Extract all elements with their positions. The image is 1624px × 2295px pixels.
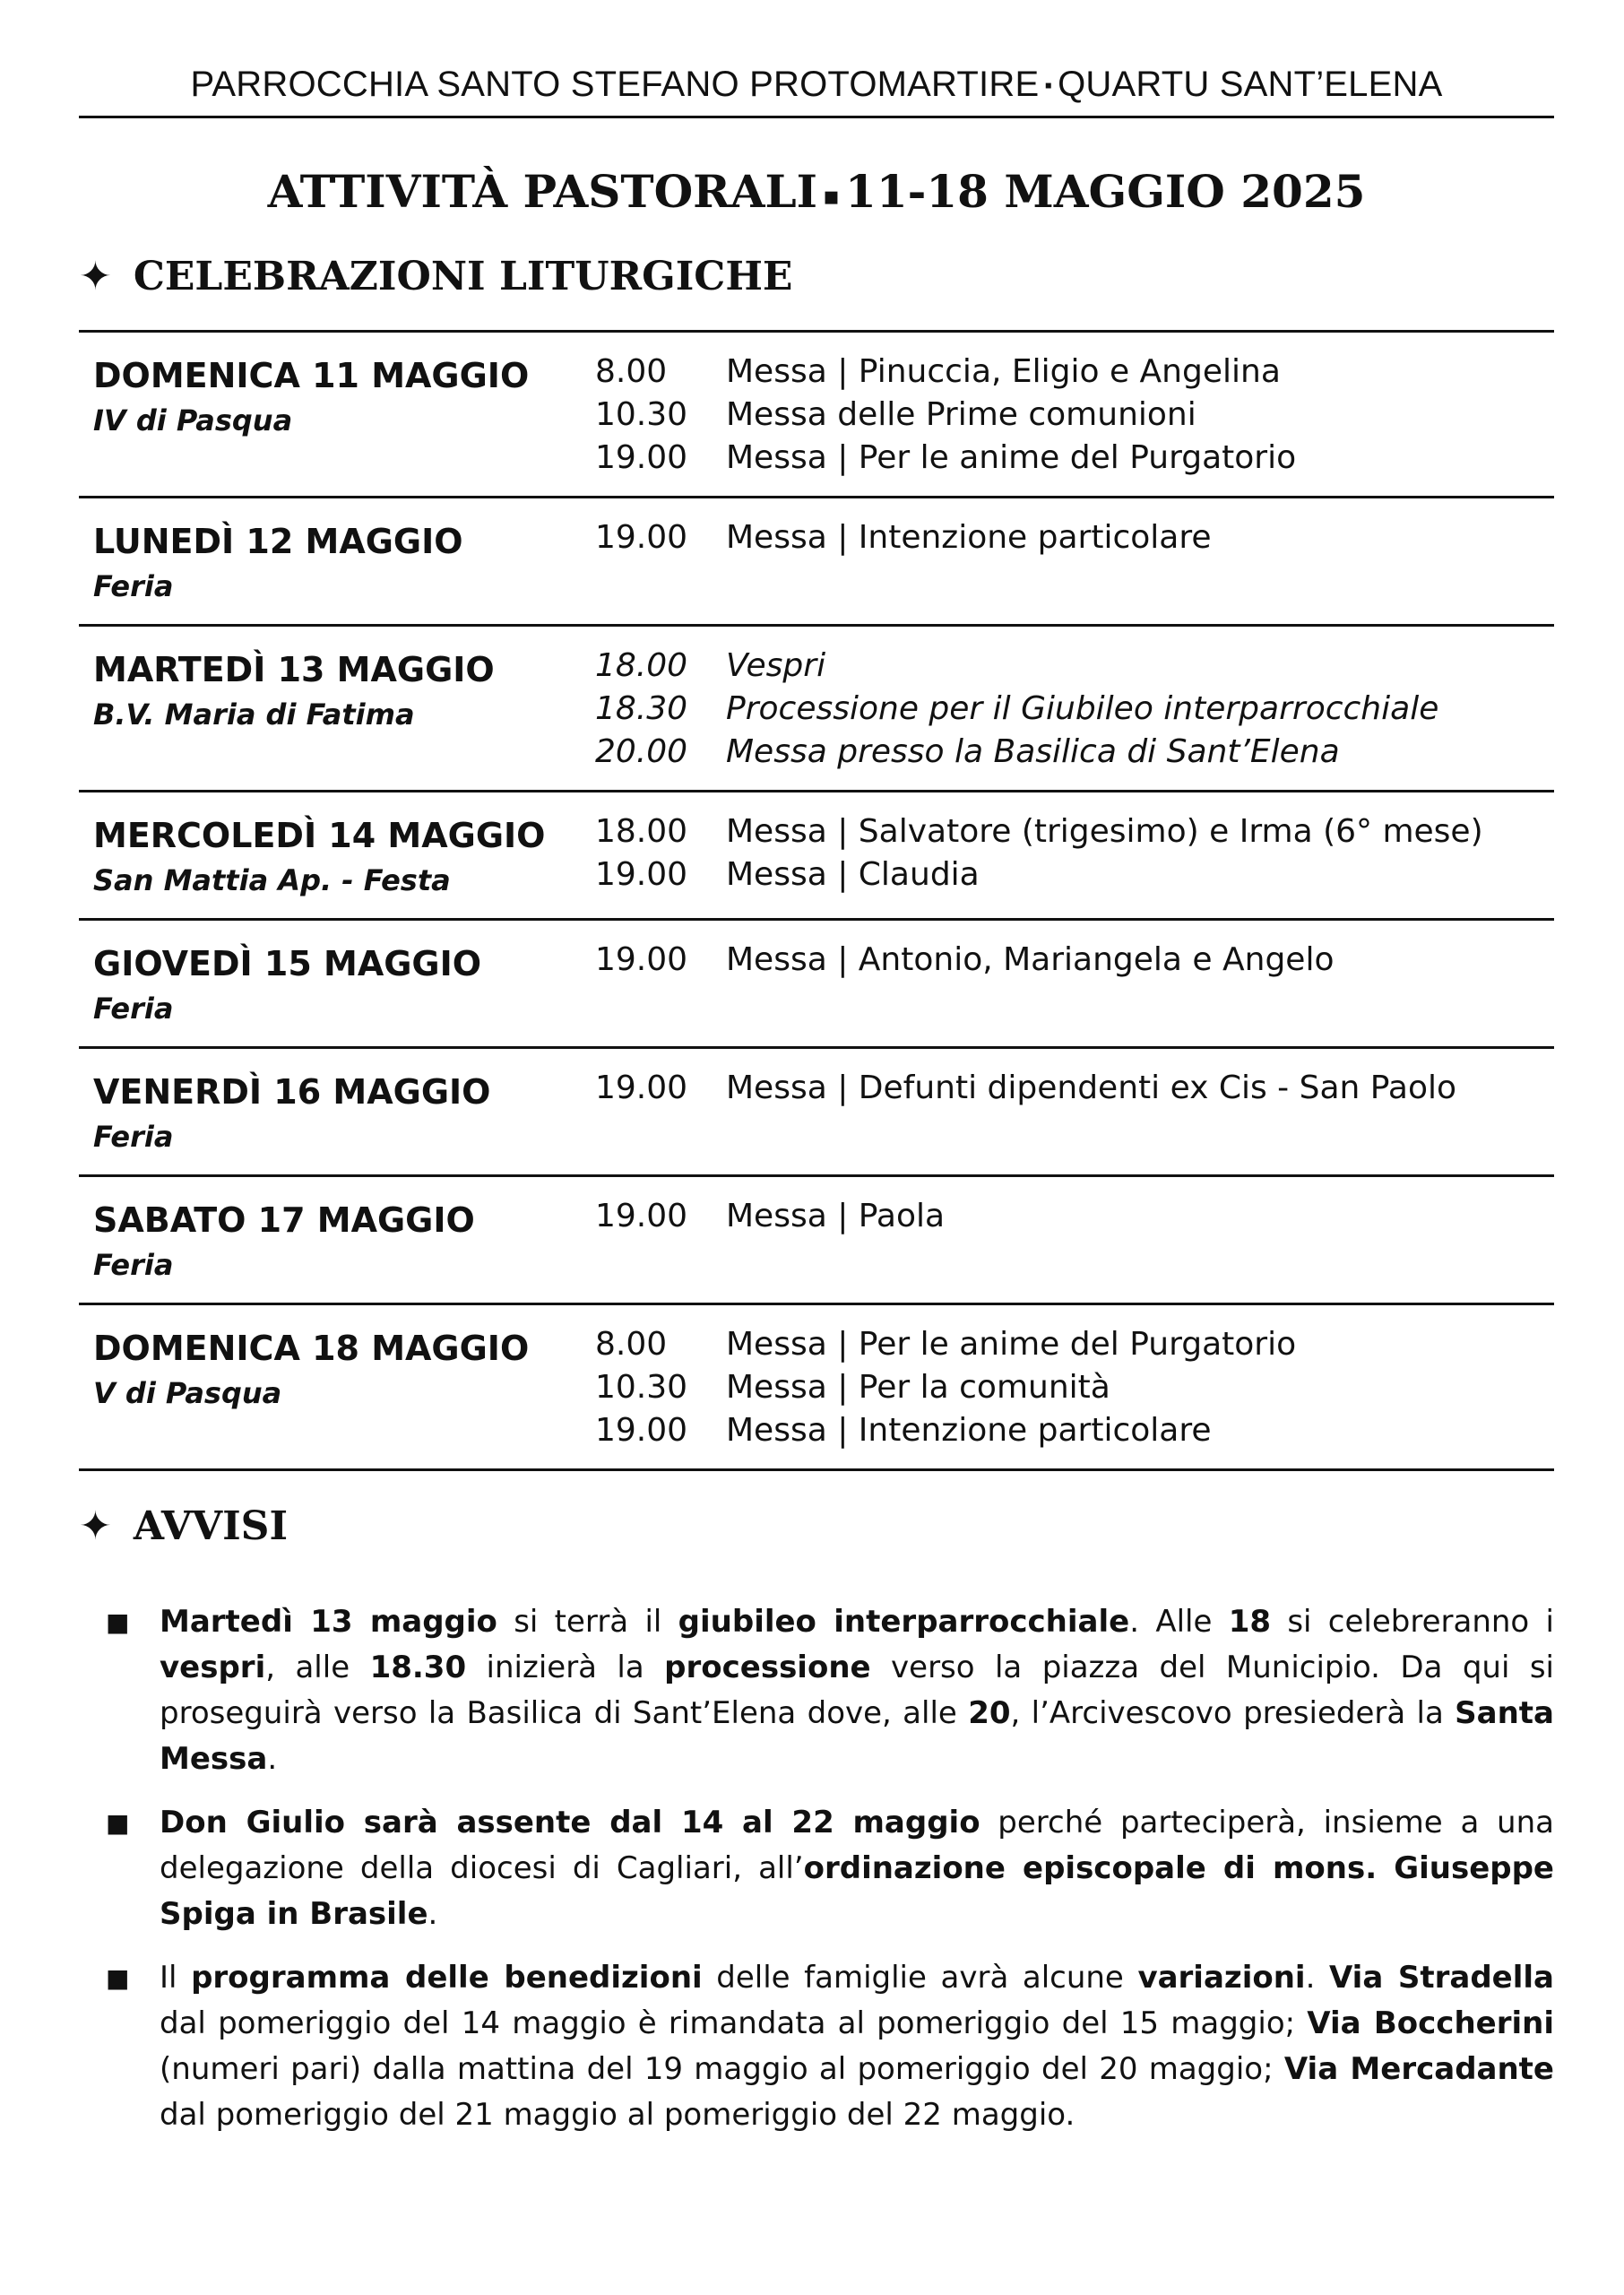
- schedule-row: [79, 332, 1554, 498]
- notice-bold-text: vespri: [160, 1650, 266, 1685]
- event-row: [595, 351, 1554, 394]
- event-time: 19.00: [595, 856, 688, 893]
- event-text: Messa | Intenzione particolare: [726, 519, 1212, 556]
- section-notices-title: AVVISI: [133, 1503, 289, 1549]
- event-row: [595, 939, 1554, 982]
- notice-text-run: .: [428, 1896, 438, 1932]
- notice-text-run: inizierà la: [466, 1650, 665, 1685]
- notice-text-run: delle famiglie avrà alcune: [702, 1960, 1138, 1996]
- notice-bold-text: Via Mercadante: [1283, 2051, 1554, 2087]
- notice-bold-text: 18: [1228, 1604, 1272, 1640]
- day-feast: IV di Pasqua: [93, 403, 293, 437]
- day-cell: [79, 498, 595, 626]
- event-time: 18.00: [595, 813, 688, 850]
- notice-text: [160, 1955, 1554, 2138]
- star-icon: ✦: [79, 254, 112, 299]
- events-cell: [595, 1176, 1554, 1304]
- event-text: Messa | Per le anime del Purgatorio: [726, 1326, 1297, 1363]
- event-row: [595, 437, 1554, 480]
- events-cell: [595, 1048, 1554, 1176]
- notice-text-run: si celebreranno i: [1271, 1604, 1554, 1640]
- event-text: Messa presso la Basilica di Sant’Elena: [726, 733, 1340, 770]
- notice-bold-text: giubileo interparrocchiale: [678, 1604, 1130, 1640]
- bullet-icon: ■: [106, 1963, 130, 1993]
- day-feast: Feria: [93, 1120, 174, 1154]
- notice-item: [106, 1955, 1554, 2138]
- notice-bold-text: variazioni: [1137, 1960, 1306, 1996]
- event-row: [595, 688, 1554, 731]
- header-separator: ▪: [1044, 74, 1053, 99]
- event-row: [595, 516, 1554, 559]
- schedule-table: [79, 330, 1554, 1471]
- event-text: Messa | Pinuccia, Eligio e Angelina: [726, 353, 1281, 390]
- notice-bold-text: programma delle benedizioni: [191, 1960, 703, 1996]
- event-time: 19.00: [595, 1070, 688, 1106]
- day-name: SABATO 17 MAGGIO: [93, 1200, 475, 1240]
- event-text: Messa | Defunti dipendenti ex Cis - San Paolo: [726, 1070, 1456, 1106]
- events-cell: [595, 920, 1554, 1048]
- parish-header: [79, 65, 1554, 118]
- event-text: Messa | Intenzione particolare: [726, 1412, 1212, 1449]
- notice-text-run: Il: [160, 1960, 192, 1996]
- schedule-row: [79, 626, 1554, 792]
- event-time: 19.00: [595, 1412, 688, 1449]
- day-cell: [79, 1048, 595, 1176]
- event-time: 19.00: [595, 941, 688, 978]
- day-name: VENERDÌ 16 MAGGIO: [93, 1072, 491, 1112]
- day-feast: San Mattia Ap. - Festa: [93, 863, 451, 897]
- notice-text-run: .: [267, 1741, 278, 1777]
- event-row: [595, 853, 1554, 896]
- event-time: 18.30: [595, 690, 688, 727]
- day-cell: [79, 1176, 595, 1304]
- event-time: 19.00: [595, 1198, 688, 1234]
- notice-bold-text: ordinazione episcopale di mons. Giuseppe Spiga in Brasile: [160, 1850, 1554, 1932]
- event-text: Messa delle Prime comunioni: [726, 396, 1196, 433]
- day-name: MERCOLEDÌ 14 MAGGIO: [93, 816, 546, 855]
- event-time: 18.00: [595, 647, 688, 684]
- bulletin-page: [79, 0, 1554, 2156]
- title-left: ATTIVITÀ PASTORALI: [267, 165, 818, 218]
- event-text: Messa | Paola: [726, 1198, 946, 1234]
- day-feast: Feria: [93, 569, 174, 603]
- event-row: [595, 1195, 1554, 1238]
- day-name: MARTEDÌ 13 MAGGIO: [93, 650, 495, 689]
- event-row: [595, 1067, 1554, 1110]
- notice-item: [106, 1599, 1554, 1782]
- day-name: DOMENICA 18 MAGGIO: [93, 1329, 530, 1368]
- notice-text-run: (numeri pari) dalla mattina del 19 maggio al pomeriggio del 20 maggio;: [160, 2051, 1284, 2087]
- notice-text-run: , l’Arcivescovo presiederà la: [1010, 1695, 1456, 1731]
- title-right: 11-18 MAGGIO 2025: [845, 165, 1366, 218]
- event-text: Vespri: [726, 647, 826, 684]
- day-cell: [79, 792, 595, 920]
- notice-item: [106, 1800, 1554, 1937]
- schedule-row: [79, 498, 1554, 626]
- event-text: Messa | Per la comunità: [726, 1369, 1110, 1406]
- event-row: [595, 1323, 1554, 1366]
- parish-name: PARROCCHIA SANTO STEFANO PROTOMARTIRE: [190, 65, 1040, 104]
- schedule-row: [79, 1176, 1554, 1304]
- day-cell: [79, 332, 595, 498]
- title-separator: ▪: [823, 180, 841, 211]
- notice-bold-text: Via Stradella: [1328, 1960, 1554, 1996]
- schedule-row: [79, 1304, 1554, 1470]
- notice-text-run: . Alle: [1129, 1604, 1229, 1640]
- notices-list: [79, 1599, 1554, 2138]
- notice-bold-text: Martedì 13 maggio: [160, 1604, 497, 1640]
- notice-text-run: dal pomeriggio del 21 maggio al pomeriggio del 22 maggio.: [160, 2097, 1075, 2133]
- events-cell: [595, 498, 1554, 626]
- event-row: [595, 1366, 1554, 1409]
- notice-bold-text: Don Giulio sarà assente dal 14 al 22 maggio: [160, 1805, 980, 1840]
- day-feast: Feria: [93, 1248, 174, 1282]
- event-time: 10.30: [595, 396, 688, 433]
- event-time: 8.00: [595, 353, 668, 390]
- event-time: 19.00: [595, 519, 688, 556]
- town-name: QUARTU SANT’ELENA: [1058, 65, 1443, 104]
- event-time: 8.00: [595, 1326, 668, 1363]
- day-feast: B.V. Maria di Fatima: [93, 697, 415, 732]
- notice-bold-text: Santa Messa: [160, 1695, 1554, 1777]
- page-title: [79, 165, 1554, 218]
- day-name: DOMENICA 11 MAGGIO: [93, 356, 530, 395]
- schedule-row: [79, 792, 1554, 920]
- notice-bold-text: 18.30: [369, 1650, 467, 1685]
- day-feast: Feria: [93, 992, 174, 1026]
- day-cell: [79, 920, 595, 1048]
- bullet-icon: ■: [106, 1808, 130, 1838]
- bullet-icon: ■: [106, 1607, 130, 1637]
- section-liturgy-title: CELEBRAZIONI LITURGICHE: [133, 254, 793, 299]
- notice-bold-text: 20: [968, 1695, 1011, 1731]
- event-row: [595, 810, 1554, 853]
- notice-text-run: , alle: [265, 1650, 370, 1685]
- notice-text-run: .: [1305, 1960, 1329, 1996]
- events-cell: [595, 626, 1554, 792]
- event-row: [595, 394, 1554, 437]
- notice-text: [160, 1800, 1554, 1937]
- day-name: LUNEDÌ 12 MAGGIO: [93, 522, 463, 561]
- event-row: [595, 645, 1554, 688]
- section-notices: [79, 1503, 1554, 1549]
- notice-bold-text: processione: [664, 1650, 871, 1685]
- event-time: 20.00: [595, 733, 688, 770]
- event-time: 19.00: [595, 439, 688, 476]
- event-text: Messa | Salvatore (trigesimo) e Irma (6° mese): [726, 813, 1483, 850]
- event-row: [595, 731, 1554, 774]
- schedule-row: [79, 1048, 1554, 1176]
- event-text: Messa | Per le anime del Purgatorio: [726, 439, 1297, 476]
- section-liturgy: [79, 254, 1554, 299]
- day-cell: [79, 1304, 595, 1470]
- notice-text-run: si terrà il: [497, 1604, 678, 1640]
- schedule-row: [79, 920, 1554, 1048]
- day-feast: V di Pasqua: [93, 1376, 282, 1410]
- events-cell: [595, 792, 1554, 920]
- event-text: Messa | Claudia: [726, 856, 980, 893]
- star-icon: ✦: [79, 1503, 112, 1549]
- event-text: Processione per il Giubileo interparrocchiale: [726, 690, 1439, 727]
- event-time: 10.30: [595, 1369, 688, 1406]
- event-text: Messa | Antonio, Mariangela e Angelo: [726, 941, 1335, 978]
- notice-text: [160, 1599, 1554, 1782]
- day-cell: [79, 626, 595, 792]
- events-cell: [595, 332, 1554, 498]
- day-name: GIOVEDÌ 15 MAGGIO: [93, 944, 482, 983]
- notice-text-run: dal pomeriggio del 14 maggio è rimandata al pomeriggio del 15 maggio;: [160, 2005, 1308, 2041]
- notice-text-run: perché parteciperà, insieme a una delegazione della diocesi di Cagliari, all’: [160, 1805, 1554, 1886]
- events-cell: [595, 1304, 1554, 1470]
- notice-bold-text: Via Boccherini: [1307, 2005, 1554, 2041]
- notice-text-run: verso la piazza del Municipio. Da qui si proseguirà verso la Basilica di Sant’Elena dove, alle: [160, 1650, 1554, 1731]
- event-row: [595, 1409, 1554, 1452]
